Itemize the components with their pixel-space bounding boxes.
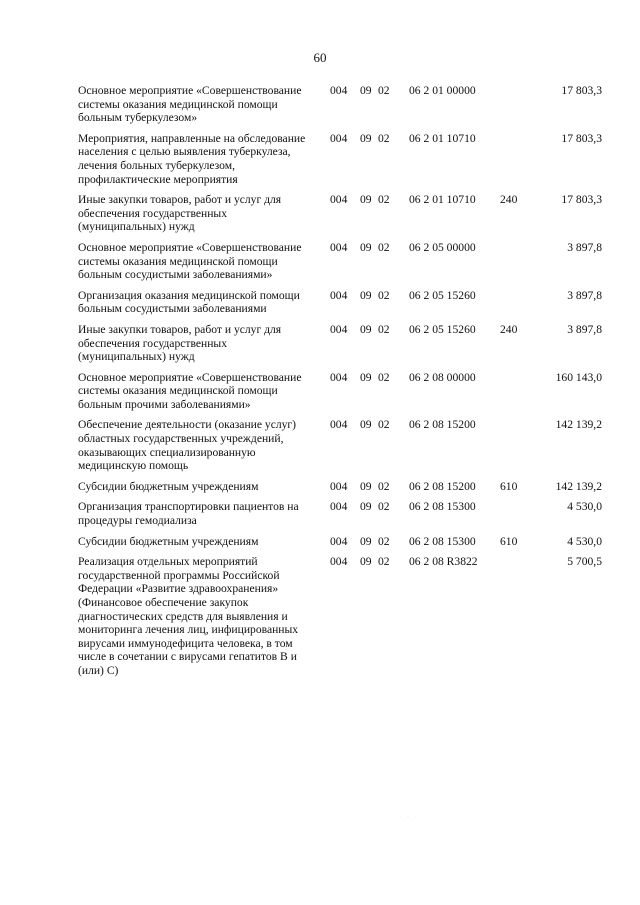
amount-cell: 17 803,3 [561,131,602,145]
razdel-cell: 09 [360,131,372,145]
target-article-cell: 06 2 05 15260 [409,322,476,336]
target-article-cell: 06 2 08 15200 [409,479,476,493]
expense-type-cell: 240 [500,322,518,336]
table-row [0,241,640,282]
table-row [0,418,640,472]
podrazdel-cell: 02 [378,84,390,97]
row-name: Мероприятия, направленные на обследование населения с целью выявления туберкулеза, лечения больных туберкулезом, профилактические мероприятия [78,131,306,186]
target-article-cell: 06 2 01 10710 [409,131,476,145]
target-article-cell: 06 2 08 R3822 [409,555,478,569]
target-article-cell: 06 2 08 15300 [409,500,476,514]
amount-cell: 17 803,3 [561,84,602,97]
amount-cell: 4 530,0 [567,500,602,514]
target-article-cell: 06 2 05 00000 [409,240,476,254]
podrazdel-cell: 02 [378,555,390,569]
razdel-cell: 09 [360,322,372,336]
scan-smudge: · · · · · [392,814,426,820]
expense-type-cell: 610 [500,534,518,548]
vedomstvo-cell: 004 [330,370,348,384]
table-row [0,323,640,364]
row-name: Организация транспортировки пациентов на процедуры гемодиализа [78,500,299,528]
row-name: Реализация отдельных мероприятий государственной программы Российской Федерации «Развитие здравоохранения» (Финансовое обеспечение закупок диагностических средств для выявления и мониторинга лечения лиц, инфицированных вирусами иммунодефицита человека, в том числе в сочетании с вирусами гепатитов В и (или) С) [78,555,299,677]
table-row [0,132,640,186]
podrazdel-cell: 02 [378,131,390,145]
podrazdel-cell: 02 [378,479,390,493]
vedomstvo-cell: 004 [330,240,348,254]
razdel-cell: 09 [360,534,372,548]
podrazdel-cell: 02 [378,534,390,548]
row-name: Обеспечение деятельности (оказание услуг) областных государственных учреждений, оказывающих специализированную медицинскую помощь [78,418,297,473]
razdel-cell: 09 [360,500,372,514]
amount-cell: 3 897,8 [567,240,602,254]
table-row [0,84,640,125]
target-article-cell: 06 2 08 00000 [409,370,476,384]
target-article-cell: 06 2 08 15300 [409,534,476,548]
row-name: Основное мероприятие «Совершенствование системы оказания медицинской помощи больным прочими заболеваниями» [78,370,302,411]
razdel-cell: 09 [360,193,372,207]
amount-cell: 3 897,8 [567,322,602,336]
table-row [0,535,640,549]
target-article-cell: 06 2 01 00000 [409,84,476,97]
row-name: Иные закупки товаров, работ и услуг для обеспечения государственных (муниципальных) нужд [78,193,282,234]
target-article-cell: 06 2 08 15200 [409,418,476,432]
vedomstvo-cell: 004 [330,84,348,97]
vedomstvo-cell: 004 [330,193,348,207]
amount-cell: 17 803,3 [561,193,602,207]
razdel-cell: 09 [360,288,372,302]
expense-type-cell: 240 [500,193,518,207]
row-name: Организация оказания медицинской помощи больным сосудистыми заболеваниями [78,288,300,316]
podrazdel-cell: 02 [378,322,390,336]
razdel-cell: 09 [360,240,372,254]
table-row [0,500,640,527]
razdel-cell: 09 [360,479,372,493]
table-row [0,480,640,494]
page-number: 60 [313,50,327,65]
table-row [0,193,640,234]
amount-cell: 4 530,0 [567,534,602,548]
row-name: Субсидии бюджетным учреждениям [78,479,259,493]
table-row [0,371,640,412]
amount-cell: 142 139,2 [555,418,602,432]
amount-cell: 5 700,5 [567,555,602,569]
podrazdel-cell: 02 [378,418,390,432]
vedomstvo-cell: 004 [330,131,348,145]
target-article-cell: 06 2 05 15260 [409,288,476,302]
razdel-cell: 09 [360,418,372,432]
target-article-cell: 06 2 01 10710 [409,193,476,207]
podrazdel-cell: 02 [378,288,390,302]
row-name: Иные закупки товаров, работ и услуг для обеспечения государственных (муниципальных) нужд [78,322,282,364]
row-name: Субсидии бюджетным учреждениям [78,534,259,548]
podrazdel-cell: 02 [378,240,390,254]
row-name: Основное мероприятие «Совершенствование системы оказания медицинской помощи больным сосудистыми заболеваниями» [78,240,302,282]
vedomstvo-cell: 004 [330,555,348,569]
vedomstvo-cell: 004 [330,534,348,548]
amount-cell: 160 143,0 [555,370,602,384]
row-name: Основное мероприятие «Совершенствование системы оказания медицинской помощи больным туберкулезом» [78,84,302,125]
amount-cell: 142 139,2 [555,479,602,493]
podrazdel-cell: 02 [378,193,390,207]
table-row [0,289,640,316]
razdel-cell: 09 [360,370,372,384]
vedomstvo-cell: 004 [330,418,348,432]
razdel-cell: 09 [360,84,372,97]
razdel-cell: 09 [360,555,372,569]
amount-cell: 3 897,8 [567,288,602,302]
budget-table [0,84,640,685]
expense-type-cell: 610 [500,479,518,493]
podrazdel-cell: 02 [378,370,390,384]
table-row [0,555,640,677]
podrazdel-cell: 02 [378,500,390,514]
vedomstvo-cell: 004 [330,479,348,493]
vedomstvo-cell: 004 [330,322,348,336]
vedomstvo-cell: 004 [330,288,348,302]
vedomstvo-cell: 004 [330,500,348,514]
